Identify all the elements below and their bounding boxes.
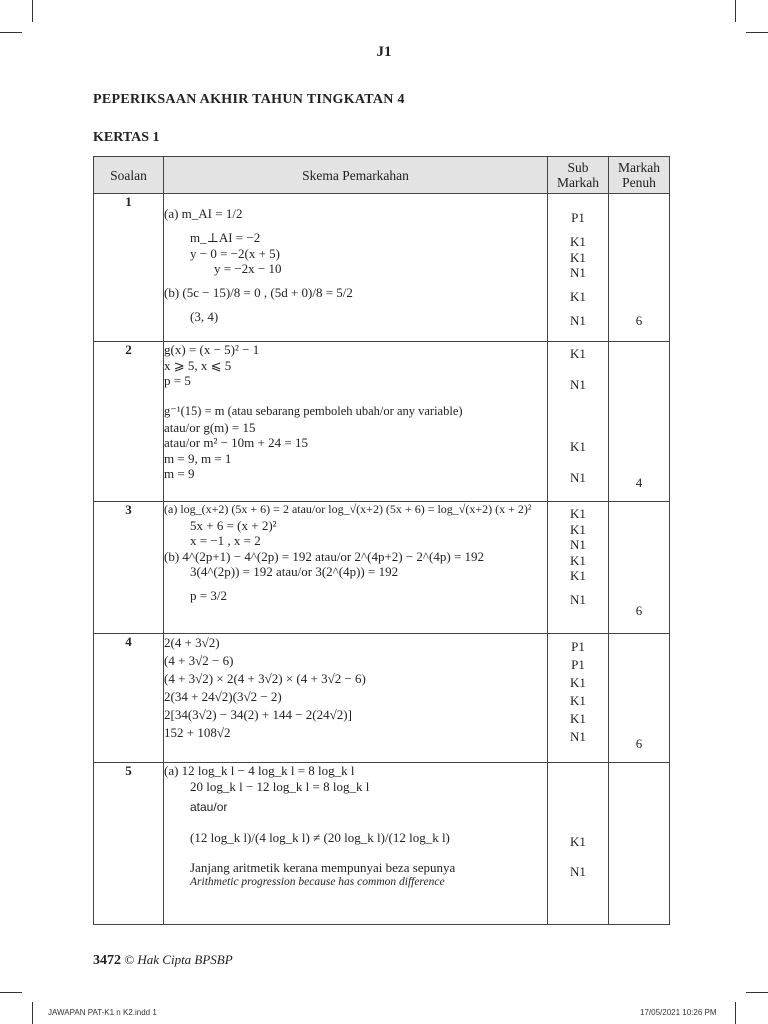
sub-mark-cell bbox=[548, 342, 609, 502]
page-footer bbox=[93, 952, 233, 969]
sub-mark: K1 bbox=[570, 711, 586, 726]
header-penuh-line1: Markah bbox=[618, 160, 660, 175]
sub-mark bbox=[548, 783, 608, 799]
header-penuh-line2: Penuh bbox=[622, 175, 656, 190]
sub-mark: K1 bbox=[570, 288, 586, 304]
sub-mark: K1 bbox=[570, 568, 586, 583]
scheme-line: m = 9, m = 1 bbox=[164, 450, 232, 466]
header-markah-penuh bbox=[609, 157, 670, 194]
sub-mark: K1 bbox=[570, 249, 586, 265]
sub-mark: N1 bbox=[570, 729, 586, 744]
copyright-text: © Hak Cipta BPSBP bbox=[124, 952, 233, 967]
sub-mark-cell bbox=[548, 763, 609, 925]
scheme-line: 2(34 + 24√2)(3√2 − 2) bbox=[164, 689, 282, 704]
sub-mark bbox=[548, 424, 608, 440]
crop-mark bbox=[735, 0, 736, 22]
full-mark: 6 bbox=[635, 736, 643, 751]
scheme-line bbox=[164, 389, 547, 405]
crop-mark bbox=[0, 992, 22, 993]
table-row bbox=[94, 194, 670, 342]
sub-mark: K1 bbox=[570, 521, 586, 537]
header-sub-line1: Sub bbox=[567, 160, 589, 175]
table-row bbox=[94, 502, 670, 634]
scheme-line: 2[34(3√2) − 34(2) + 144 − 2(24√2)] bbox=[164, 707, 352, 722]
sub-mark: K1 bbox=[570, 346, 586, 361]
scheme-line: (a) 12 log_k l − 4 log_k l = 8 log_k l bbox=[164, 763, 355, 778]
sub-mark bbox=[548, 879, 608, 895]
sub-mark: N1 bbox=[570, 265, 586, 280]
sub-mark bbox=[548, 408, 608, 424]
document-title: PEPERIKSAAN AKHIR TAHUN TINGKATAN 4 bbox=[93, 92, 405, 107]
sub-mark: K1 bbox=[570, 506, 586, 521]
table-row bbox=[94, 763, 670, 925]
scheme-line: (a) log_(x+2) (5x + 6) = 2 atau/or log_√(x+2) (5x + 6) = log_√(x+2) (x + 2)² bbox=[164, 502, 532, 516]
crop-mark bbox=[746, 992, 768, 993]
marking-scheme-table bbox=[93, 156, 670, 925]
page-number: 3472 bbox=[93, 953, 121, 968]
scheme-line: m_⊥AI = −2 bbox=[190, 230, 261, 245]
sub-mark: P1 bbox=[571, 210, 585, 225]
scheme-line: (3, 4) bbox=[190, 308, 219, 324]
full-mark: 4 bbox=[635, 475, 643, 490]
paper-label: KERTAS 1 bbox=[93, 130, 160, 145]
scheme-line: atau/or m² − 10m + 24 = 15 bbox=[164, 435, 308, 450]
full-mark-cell bbox=[609, 634, 670, 763]
scheme-cell bbox=[164, 763, 548, 925]
scheme-line: 5x + 6 = (x + 2)² bbox=[190, 517, 277, 533]
crop-mark bbox=[32, 0, 33, 22]
sub-mark-cell bbox=[548, 194, 609, 342]
sub-mark: N1 bbox=[570, 537, 586, 552]
sub-mark: K1 bbox=[570, 833, 586, 849]
header-sub-line2: Markah bbox=[557, 175, 599, 190]
full-mark-cell bbox=[609, 763, 670, 925]
sub-mark: K1 bbox=[570, 693, 586, 708]
full-mark: 6 bbox=[635, 313, 643, 328]
sub-mark: N1 bbox=[570, 863, 586, 879]
sub-mark: K1 bbox=[570, 552, 586, 568]
crop-mark bbox=[32, 1002, 33, 1024]
table-row bbox=[94, 634, 670, 763]
scheme-line: atau/or g(m) = 15 bbox=[164, 419, 256, 435]
scheme-line: y − 0 = −2(x + 5) bbox=[190, 245, 280, 261]
sub-mark-cell bbox=[548, 502, 609, 634]
scheme-cell bbox=[164, 634, 548, 763]
scheme-line: (12 log_k l)/(4 log_k l) ≠ (20 log_k l)/(12 log_k l) bbox=[190, 829, 450, 845]
header-soalan: Soalan bbox=[94, 157, 164, 194]
scheme-line: g⁻¹(15) = m (atau sebarang pemboleh ubah/or any variable) bbox=[164, 404, 463, 418]
scheme-cell bbox=[164, 342, 548, 502]
sub-mark: N1 bbox=[570, 591, 586, 607]
scheme-line: y = −2x − 10 bbox=[214, 261, 282, 276]
scheme-line: 2(4 + 3√2) bbox=[164, 635, 220, 650]
question-number: 4 bbox=[94, 634, 164, 763]
sub-mark: K1 bbox=[570, 439, 586, 454]
slug-filename: JAWAPAN PAT-K1 n K2.indd 1 bbox=[48, 1008, 157, 1017]
question-number: 2 bbox=[94, 342, 164, 502]
sub-mark bbox=[548, 804, 608, 820]
crop-mark bbox=[0, 32, 22, 33]
scheme-line: (b) 4^(2p+1) − 4^(2p) = 192 atau/or 2^(4p+2) − 2^(4p) = 192 bbox=[164, 548, 485, 564]
scheme-line: x ⩾ 5, x ⩽ 5 bbox=[164, 357, 232, 373]
full-mark-cell bbox=[609, 342, 670, 502]
sub-mark bbox=[548, 362, 608, 378]
sub-mark bbox=[548, 455, 608, 471]
header-sub-markah bbox=[548, 157, 609, 194]
scheme-line: Janjang aritmetik kerana mempunyai beza sepunya bbox=[190, 859, 456, 875]
question-number: 1 bbox=[94, 194, 164, 342]
sub-mark: N1 bbox=[570, 312, 586, 328]
scheme-line: (4 + 3√2 − 6) bbox=[164, 653, 234, 668]
sub-mark: N1 bbox=[570, 470, 586, 485]
slug-date: 17/05/2021 10:26 PM bbox=[640, 1008, 717, 1017]
table-header-row bbox=[94, 157, 670, 194]
scheme-line: 152 + 108√2 bbox=[164, 725, 231, 740]
scheme-line: 3(4^(2p)) = 192 atau/or 3(2^(4p)) = 192 bbox=[190, 564, 399, 579]
sub-mark: K1 bbox=[570, 234, 586, 249]
scheme-line: atau/or bbox=[190, 800, 228, 814]
scheme-line: g(x) = (x − 5)² − 1 bbox=[164, 342, 260, 357]
scheme-cell bbox=[164, 502, 548, 634]
full-mark-cell bbox=[609, 502, 670, 634]
scheme-line: (b) (5c − 15)/8 = 0 , (5d + 0)/8 = 5/2 bbox=[164, 284, 353, 300]
scheme-line: (4 + 3√2) × 2(4 + 3√2) × (4 + 3√2 − 6) bbox=[164, 671, 366, 686]
sub-mark bbox=[548, 767, 608, 783]
question-number: 3 bbox=[94, 502, 164, 634]
table-row bbox=[94, 342, 670, 502]
scheme-line: Arithmetic progression because has common difference bbox=[190, 876, 445, 888]
scheme-line: x = −1 , x = 2 bbox=[190, 533, 261, 548]
crop-mark bbox=[746, 32, 768, 33]
sub-mark: P1 bbox=[571, 657, 585, 672]
page-id: J1 bbox=[376, 44, 392, 60]
sub-mark: K1 bbox=[570, 675, 586, 690]
scheme-line: (a) m_AI = 1/2 bbox=[164, 206, 243, 221]
scheme-line: 20 log_k l − 12 log_k l = 8 log_k l bbox=[190, 778, 370, 794]
crop-mark bbox=[735, 1002, 736, 1024]
sub-mark: P1 bbox=[571, 639, 585, 654]
scheme-cell bbox=[164, 194, 548, 342]
question-number: 5 bbox=[94, 763, 164, 925]
full-mark: 6 bbox=[635, 603, 643, 618]
scheme-line: p = 5 bbox=[164, 373, 191, 388]
header-skema: Skema Pemarkahan bbox=[164, 157, 548, 194]
scheme-line: p = 3/2 bbox=[190, 587, 227, 603]
scheme-line: m = 9 bbox=[164, 466, 195, 481]
full-mark-cell bbox=[609, 194, 670, 342]
sub-mark: N1 bbox=[570, 377, 586, 392]
sub-mark-cell bbox=[548, 634, 609, 763]
sub-mark bbox=[548, 393, 608, 409]
